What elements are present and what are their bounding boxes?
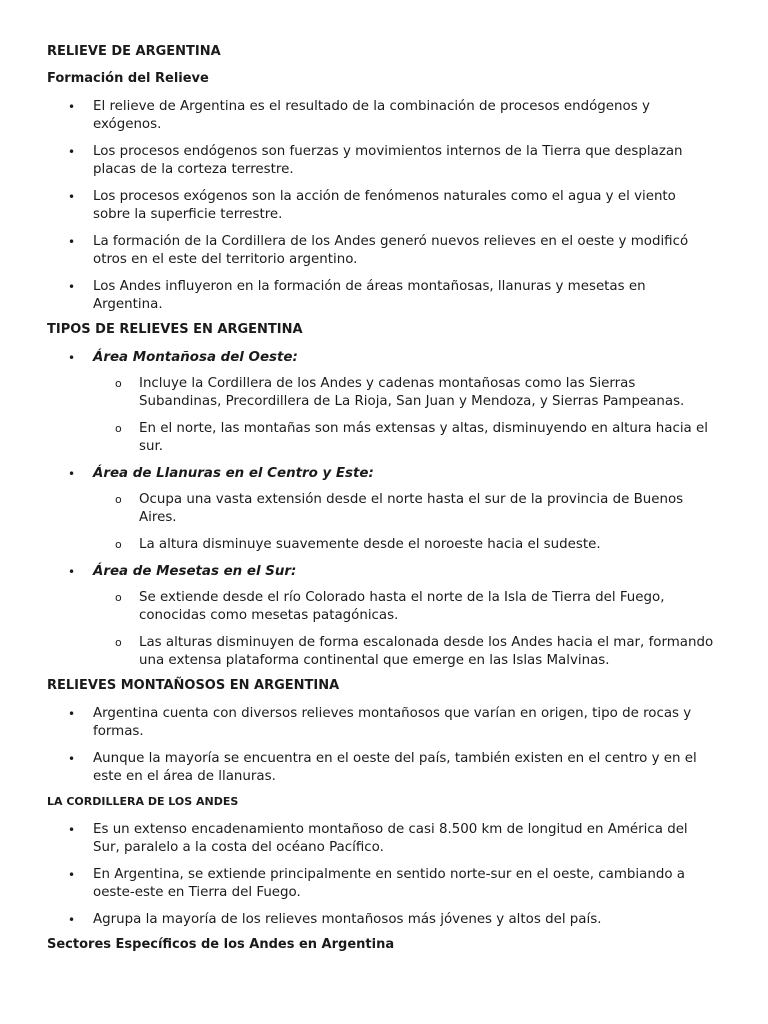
- sub-list-item: o Se extiende desde el río Colorado hasta el norte de la Isla de Tierra del Fuego, conocidas como mesetas patagónicas.: [93, 589, 717, 625]
- list-item: • En Argentina, se extiende principalmente en sentido norte-sur en el oeste, cambiando a oeste-este en Tierra del Fuego.: [47, 866, 717, 902]
- document-title: RELIEVE DE ARGENTINA: [47, 44, 221, 59]
- sub-list-item: o La altura disminuye suavemente desde el noroeste hacia el sudeste.: [93, 536, 717, 554]
- list-item-area-llanuras: [47, 465, 717, 554]
- section-heading-formacion: Formación del Relieve: [47, 71, 209, 86]
- list-item: • Argentina cuenta con diversos relieves montañosos que varían en origen, tipo de rocas y formas.: [47, 705, 717, 741]
- sub-list-item: o Ocupa una vasta extensión desde el norte hasta el sur de la provincia de Buenos Aires.: [93, 491, 717, 527]
- formacion-list: [47, 98, 717, 314]
- list-item: • Aunque la mayoría se encuentra en el oeste del país, también existen en el centro y en el este en el área de llanuras.: [47, 750, 717, 786]
- area-label: Área de Mesetas en el Sur:: [93, 564, 297, 579]
- cordillera-list: [47, 821, 717, 929]
- montanosos-list: [47, 705, 717, 786]
- list-item-area-montanosa: [47, 349, 717, 456]
- area-label: Área Montañosa del Oeste:: [93, 350, 298, 365]
- list-item: • Los procesos endógenos son fuerzas y movimientos internos de la Tierra que desplazan placas de la corteza terrestre.: [47, 143, 717, 179]
- section-heading-sectores: Sectores Específicos de los Andes en Argentina: [47, 937, 395, 952]
- list-item: • Los Andes influyeron en la formación de áreas montañosas, llanuras y mesetas en Argentina.: [47, 278, 717, 314]
- area-label: Área de Llanuras en el Centro y Este:: [93, 466, 374, 481]
- list-item: • El relieve de Argentina es el resultado de la combinación de procesos endógenos y exógenos.: [47, 98, 717, 134]
- list-item: • Es un extenso encadenamiento montañoso de casi 8.500 km de longitud en América del Sur, paralelo a la costa del océano Pacífico.: [47, 821, 717, 857]
- tipos-list: [47, 349, 717, 670]
- list-item: • Los procesos exógenos son la acción de fenómenos naturales como el agua y el viento sobre la superficie terrestre.: [47, 188, 717, 224]
- list-item: • La formación de la Cordillera de los Andes generó nuevos relieves en el oeste y modificó otros en el este del territorio argentino.: [47, 233, 717, 269]
- sub-list-item: o Incluye la Cordillera de los Andes y cadenas montañosas como las Sierras Subandinas, Precordillera de La Rioja, San Juan y Mendoza, y Sierras Pampeanas.: [93, 375, 717, 411]
- sub-list: [93, 589, 717, 670]
- sub-list: [93, 375, 717, 456]
- section-heading-tipos: TIPOS DE RELIEVES EN ARGENTINA: [47, 322, 303, 337]
- document-page: [47, 44, 717, 964]
- section-heading-cordillera: LA CORDILLERA DE LOS ANDES: [47, 795, 239, 808]
- section-heading-montanosos: RELIEVES MONTAÑOSOS EN ARGENTINA: [47, 678, 340, 693]
- sub-list-item: o Las alturas disminuyen de forma escalonada desde los Andes hacia el mar, formando una extensa plataforma continental que emerge en las Islas Malvinas.: [93, 634, 717, 670]
- sub-list: [93, 491, 717, 554]
- list-item-area-mesetas: [47, 563, 717, 670]
- list-item: • Agrupa la mayoría de los relieves montañosos más jóvenes y altos del país.: [47, 911, 717, 929]
- sub-list-item: o En el norte, las montañas son más extensas y altas, disminuyendo en altura hacia el sur.: [93, 420, 717, 456]
